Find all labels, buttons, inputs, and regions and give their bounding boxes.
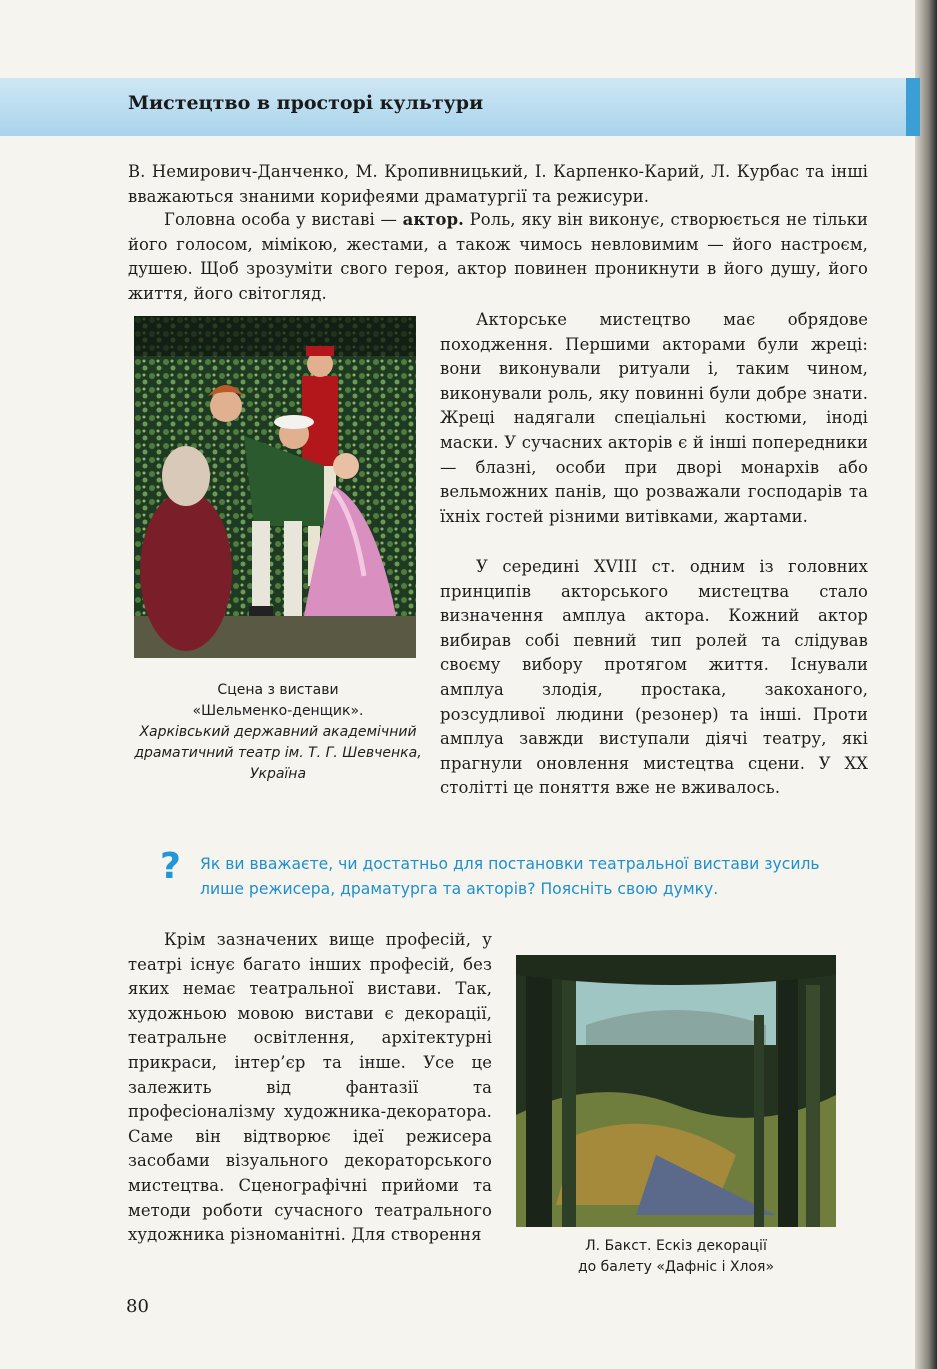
actor-paragraph <box>128 208 868 306</box>
amplua-paragraph: У середині XVIII ст. одним із головних принципів акторського мистецтва стало визначення амплуа актора. Кожний актор вибирав собі певний тип ролей та слідував своєму вибору протягом життя. Існували амплуа злодія, простака, закоханого, розсудливої людини (резонер) та інші. Проти амплуа завжди виступали діячі театру, які прагнули оновлення мистецтва сцени. У XX столітті це поняття вже не вживалось. <box>440 557 868 798</box>
figure2-caption-author: Л. Бакст. Ескіз декорації <box>585 1238 767 1254</box>
ritual-paragraph: Акторське мистецтво має обрядове походження. Першими акторами були жреці: вони виконували ритуали і, таким чином, виконували роль, яку повинні були добре знати. Жреці надягали спеціальні костюми, іноді маски. У сучасних акторів є й інші попередники — блазні, особи при дворі монархів або вельможних панів, що розважали господарів та їхніх гостей різними витівками, жартами. <box>440 310 868 526</box>
section-title: Мистецтво в просторі культури <box>128 92 484 114</box>
figure2-caption <box>516 1236 836 1278</box>
discussion-question: Як ви вважаєте, чи достатньо для постановки театральної вистави зусиль лише режисера, драматурга та акторів? Поясніть свою думку. <box>200 855 820 898</box>
figure1-caption <box>128 680 428 785</box>
question-mark-icon: ? <box>160 846 181 887</box>
actor-text-after: Роль, яку він виконує, створюється не тільки його голосом, мімікою, жестами, а також чимось невловимим — його настроєм, душею. Щоб зрозуміти свого героя, актор повинен проникнути в його душу, його життя, його світогляд. <box>128 210 868 303</box>
figure1-caption-theatre: Харківський державний академічний драматичний театр ім. Т. Г. Шевченка, Україна <box>134 724 422 782</box>
professions-paragraph: Крім зазначених вище професій, у театрі існує багато інших професій, без яких немає театральної вистави. Так, художньою мовою вистави є декорації, театральне освітлення, архітектурні прикраси, інтер’єр та інше. Усе це залежить від фантазії та професіоналізму художника-декоратора. Саме він відтворює ідеї режисера засобами візуального декораторського мистецтва. Сценографічні прийоми та методи роботи сучасного театрального художника різноманітні. Для створення <box>128 930 492 1245</box>
theatre-scene-photo <box>134 316 416 658</box>
actor-term: актор. <box>402 210 464 229</box>
header-accent-bar <box>906 78 920 136</box>
stage-design-sketch-image <box>516 955 836 1227</box>
page-number: 80 <box>126 1296 149 1317</box>
section-header <box>0 78 920 136</box>
figure1-caption-play: «Шельменко-денщик». <box>192 703 364 719</box>
figure1-caption-title: Сцена з вистави <box>217 682 339 698</box>
figure2-caption-ballet: до балету «Дафніс і Хлоя» <box>577 1259 775 1275</box>
actor-text-before: Головна особа у виставі — <box>164 210 403 229</box>
book-spine-shadow <box>915 0 937 1369</box>
intro-paragraph: В. Немирович-Данченко, М. Кропивницький, І. Карпенко-Карий, Л. Курбас та інші вважаються знаними корифеями драматургії та режисури. <box>128 162 868 206</box>
